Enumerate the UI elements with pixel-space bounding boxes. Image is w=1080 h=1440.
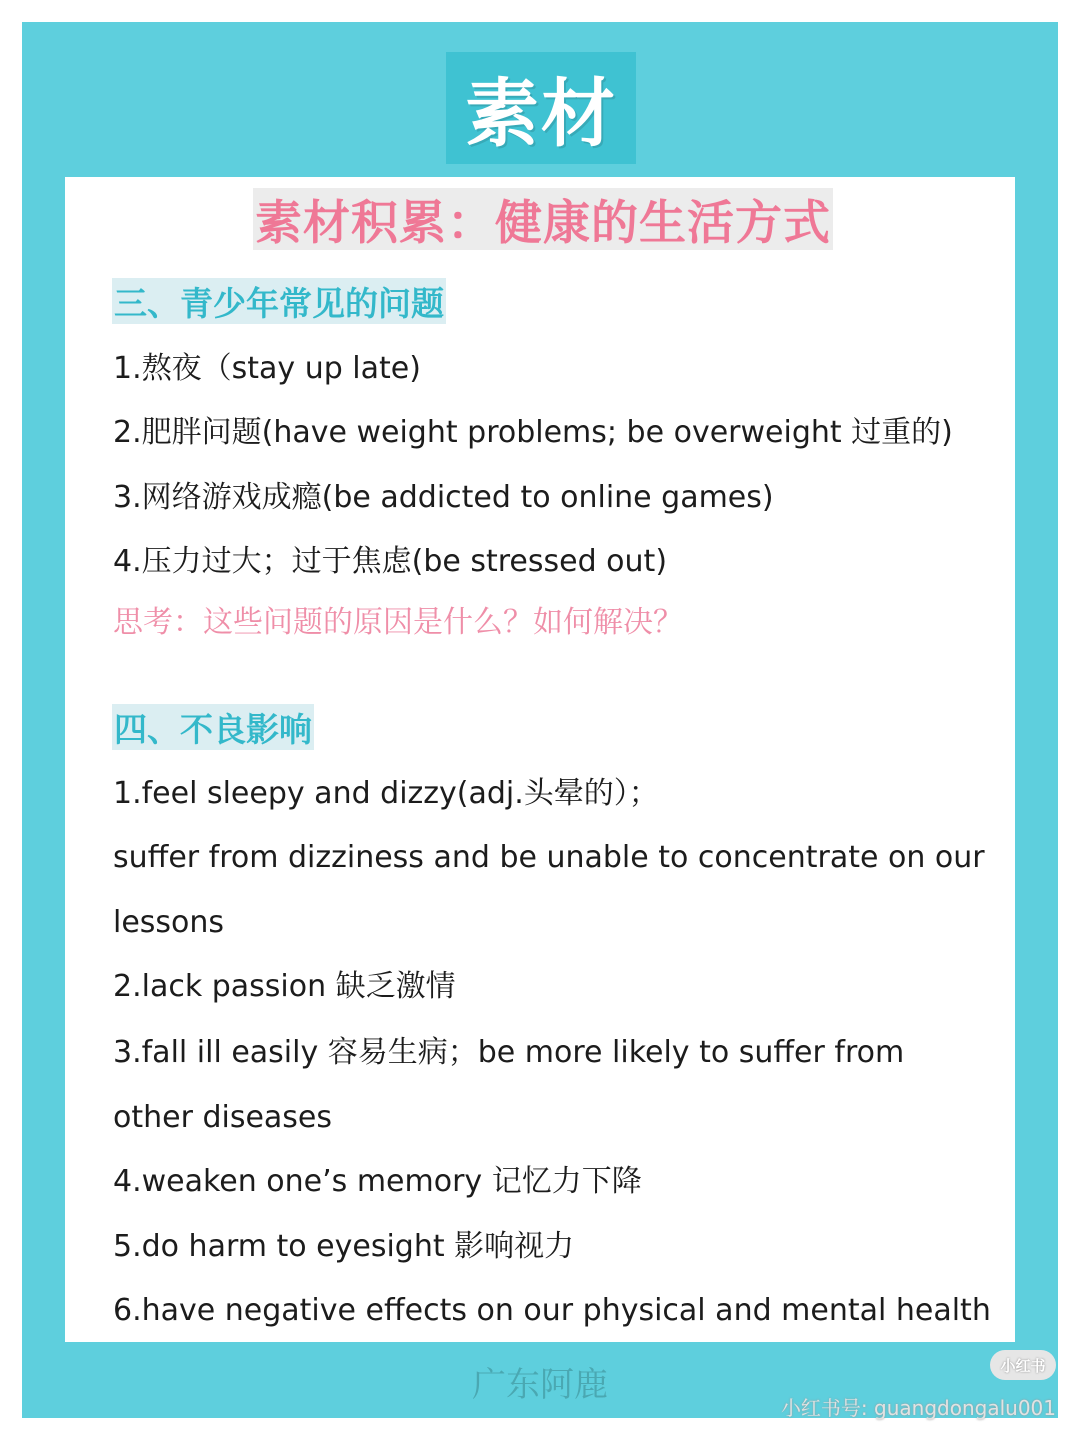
section-heading-text: 四、不良影响 xyxy=(114,709,312,749)
problem-item: 4.压力过大；过于焦虑(be stressed out) xyxy=(113,544,668,579)
xiaohongshu-logo: 小红书 xyxy=(990,1350,1056,1380)
effect-line: suffer from dizziness and be unable to concentrate on our xyxy=(113,840,985,875)
subtitle-banner xyxy=(253,188,833,250)
subtitle-text: 素材积累：健康的生活方式 xyxy=(255,195,831,251)
problem-item: 3.网络游戏成瘾(be addicted to online games) xyxy=(113,480,774,515)
section-heading-problems xyxy=(112,278,446,324)
section-heading-effects xyxy=(112,704,314,750)
page-title: 素材 xyxy=(465,71,617,157)
author-name: 广东阿鹿 xyxy=(472,1365,608,1405)
section-heading-text: 三、青少年常见的问题 xyxy=(114,283,444,323)
watermark-id: 小红书号: guangdongalu001 xyxy=(780,1396,1056,1420)
effect-line: other diseases xyxy=(113,1100,333,1135)
effect-line: 6.have negative effects on our physical and mental health xyxy=(113,1293,991,1328)
effect-line: 2.lack passion 缺乏激情 xyxy=(113,969,456,1004)
title-badge xyxy=(446,52,636,164)
effect-line: 1.feel sleepy and dizzy(adj.头晕的）； xyxy=(113,776,659,811)
effect-line: 3.fall ill easily 容易生病；be more likely to suffer from xyxy=(113,1035,905,1070)
effect-line: 5.do harm to eyesight 影响视力 xyxy=(113,1229,575,1264)
problem-item: 2.肥胖问题(have weight problems; be overweight 过重的) xyxy=(113,415,953,450)
effect-line: 4.weaken one’s memory 记忆力下降 xyxy=(113,1164,642,1199)
think-question: 思考：这些问题的原因是什么？如何解决？ xyxy=(113,605,683,640)
effect-line: lessons xyxy=(113,905,225,940)
problem-item: 1.熬夜（stay up late) xyxy=(113,351,421,386)
